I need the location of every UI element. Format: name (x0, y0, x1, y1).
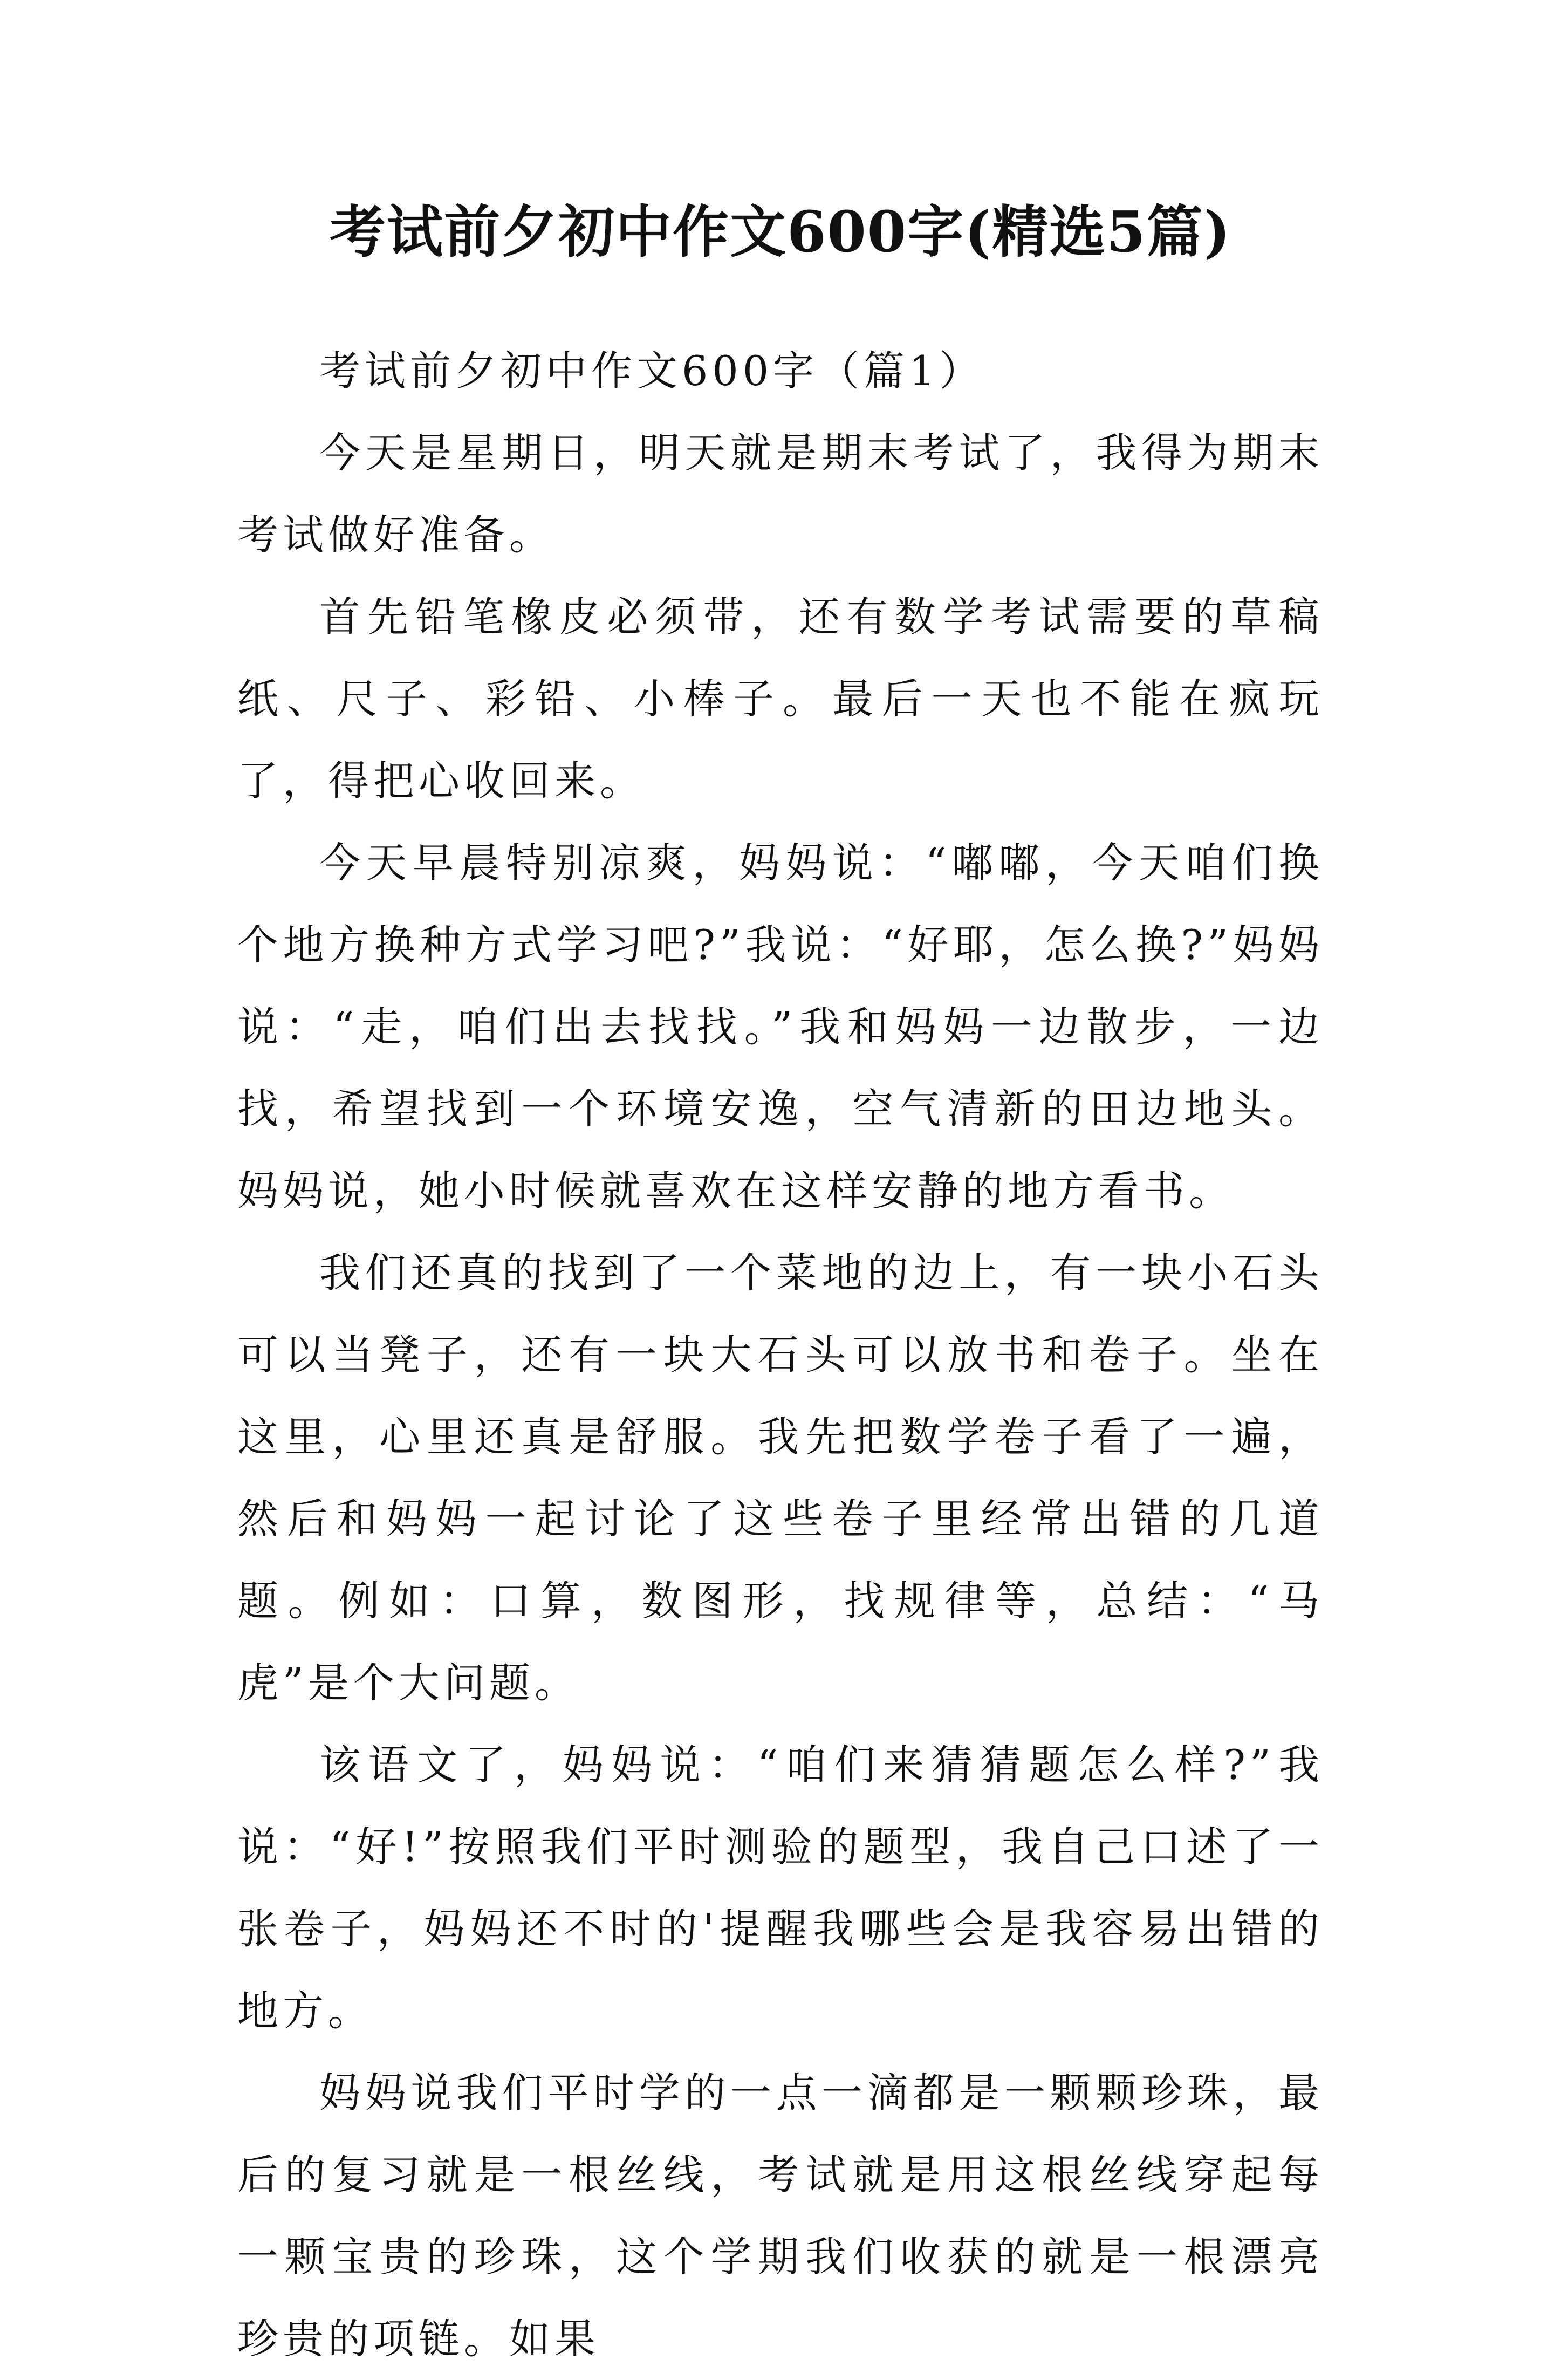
document-title: 考试前夕初中作文600字(精选5篇) (330, 199, 1231, 265)
paragraph: 今天是星期日，明天就是期末考试了，我得为期末考试做好准备。 (237, 429, 1324, 559)
paragraph: 该语文了，妈妈说：“咱们来猜猜题怎么样?”我说：“好!”按照我们平时测验的题型，我自己口述了一张卷子，妈妈还不时的'提醒我哪些会是我容易出错的地方。 (237, 1741, 1324, 2035)
paragraph: 今天早晨特别凉爽，妈妈说：“嘟嘟，今天咱们换个地方换种方式学习吧?”我说：“好耶，怎么换?”妈妈说：“走，咱们出去找找。”我和妈妈一边散步，一边找，希望找到一个环境安逸，空气清新的田边地头。妈妈说，她小时候就喜欢在这样安静的地方看书。 (237, 839, 1324, 1215)
paragraph: 首先铅笔橡皮必须带，还有数学考试需要的草稿纸、尺子、彩铅、小棒子。最后一天也不能在疯玩了，得把心收回来。 (237, 593, 1324, 805)
paragraph: 妈妈说我们平时学的一点一滴都是一颗颗珍珠，最后的复习就是一根丝线，考试就是用这根丝线穿起每一颗宝贵的珍珠，这个学期我们收获的就是一根漂亮珍贵的项链。如果 (237, 2069, 1324, 2363)
section-heading: 考试前夕初中作文600字（篇1） (319, 347, 985, 395)
document-body (237, 330, 1324, 2380)
paragraph: 我们还真的找到了一个菜地的边上，有一块小石头可以当凳子，还有一块大石头可以放书和卷子。坐在这里，心里还真是舒服。我先把数学卷子看了一遍，然后和妈妈一起讨论了这些卷子里经常出错的几道题。例如：口算，数图形，找规律等，总结：“马虎”是个大问题。 (237, 1249, 1324, 1707)
